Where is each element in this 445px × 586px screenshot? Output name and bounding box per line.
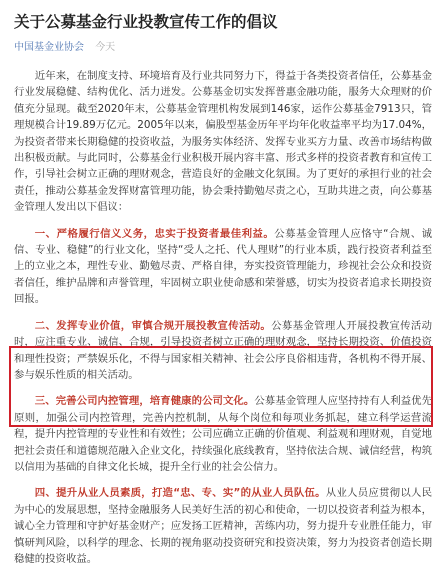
publish-time: 今天 xyxy=(95,42,116,53)
paragraph-text: 公募基金管理人应恪守“合规、诚信、专业、稳健”的行业文化，坚持“受人之托、代人理财”的行业本质，践行投资者利益至上的立业之本，理性专业、勤勉尽责、严格自律，夯实投资管理能力，珍视社会公众和投资者信任，维护品牌和声誉管理，牢固树立职业使命感和荣誉感，切实为投资者追求长期投资回报。 xyxy=(14,227,433,306)
paragraph-text: 近年来，在制度支持、环境培育及行业共同努力下，得益于各类投资者信任，公募基金行业发展稳健、结构优化、活力迸发。公募基金切实发挥普惠金融功能，服务大众理财的价值充分显现。截至2020年末，公募基金管理机构发展到146家，运作公募基金7913只，管理规模合计19.89万亿元。2005年以来，偏股型基金历年平均年化收益率平均为17.04%，为投资者带来长期稳健的投资收益，为服务实体经济、发挥专业买方力量、改善市场结构做出积极贡献。与此同时，公募基金行业积极开展内容丰富、形式多样的投资者教育和宣传工作，引导社会树立正确的理财观念，营造良好的金融文化氛围。为了更好的承担行业的社会责任，推动公募基金发挥财富管理功能，协会秉持勤勉尽责之心，互助共进之责，向公募基金管理人发出以下倡议： xyxy=(14,70,432,214)
paragraph-initiative-4 xyxy=(14,485,432,567)
paragraph-text: 公募基金管理人开展投教宣传活动时，应注重专业、诚信、合规，引导投资者树立正确的理财观念，坚持长期投资、价值投资和理性投资；严禁娱乐化，不得与国家相关精神、社会公序良俗相违背，各机构不得开展、参与娱乐性质的相关活动。 xyxy=(14,319,433,381)
paragraph-text: 从业人员应贯彻以人民为中心的发展思想，坚持金融服务人民美好生活的初心和使命，一切以投资者利益为根本，诚心全力管理和守护好基金财产；应发扬工匠精神，苦练内功，努力提升专业胜任能力，审慎研判风险，以科学的理念、长期的视角驱动投资研究和投资决策，努力为投资者创造长期稳健的投资收益。 xyxy=(14,487,433,565)
paragraph-initiative-1 xyxy=(14,226,432,308)
paragraph-text: 公募基金管理人应坚持持有人利益优先原则，加强公司内控管理，完善内控机制，从每个岗位和每项业务抓起，建立科学运营流程，提升内控管理的专业性和有效性；公司应确立正确的价值观、利益观和理财观，自觉地把社会责任和道德规范融入企业文化，持续强化底线教育，坚持依法合规、诚信经营，构筑以信用为基础的自律文化长城，提升全行业的社会公信力。 xyxy=(14,395,433,473)
initiative-heading: 四、提升从业人员素质，打造“忠、专、实”的从业人员队伍。 xyxy=(34,487,326,500)
paragraph-intro xyxy=(14,68,432,216)
paragraph-initiative-2 xyxy=(14,318,432,384)
initiative-heading: 二、发挥专业价值，审慎合规开展投教宣传活动。 xyxy=(34,319,272,332)
source-link[interactable]: 中国基金业协会 xyxy=(14,42,84,53)
initiative-heading: 三、完善公司内控管理，培育健康的公司文化。 xyxy=(34,395,255,408)
article-body xyxy=(14,68,432,577)
initiative-heading: 一、严格履行信义义务，忠实于投资者最佳利益。 xyxy=(34,227,275,240)
paragraph-initiative-3 xyxy=(14,393,432,475)
article-meta xyxy=(14,42,115,54)
article-title: 关于公募基金行业投教宣传工作的倡议 xyxy=(14,13,278,31)
